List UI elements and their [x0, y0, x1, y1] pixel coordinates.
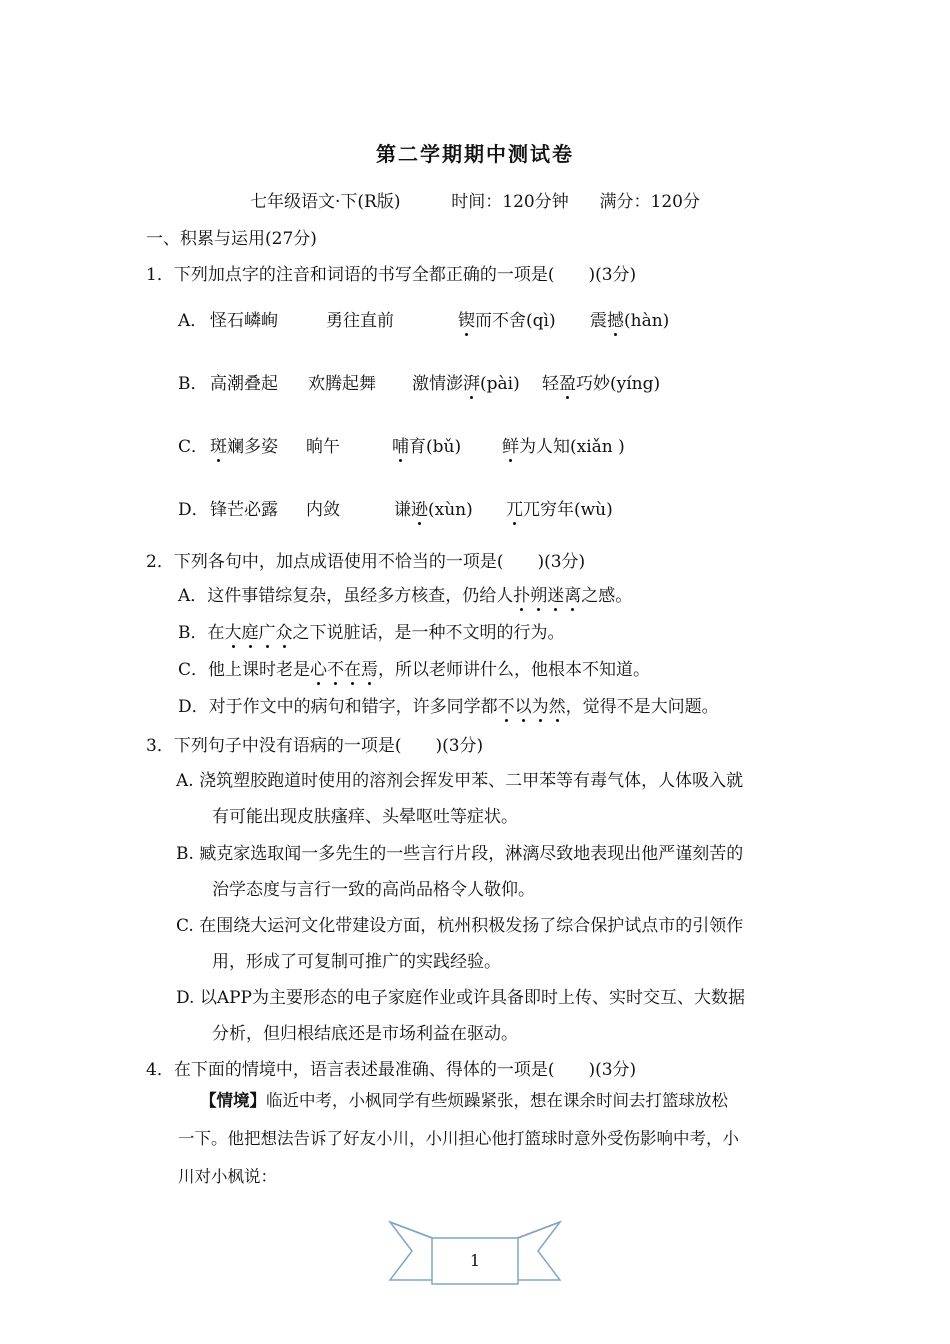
- dotted-char: 逊: [411, 495, 428, 520]
- dotted-char: 在: [344, 655, 361, 680]
- option-label: C．: [178, 660, 209, 680]
- question-3-stem: 3．下列句子中没有语病的一项是( )(3分): [146, 736, 484, 756]
- q1-option-b: [178, 369, 660, 394]
- scenario-tag: 【情境】: [200, 1092, 266, 1110]
- option-word: 高潮叠起: [210, 374, 278, 394]
- option-text: 在: [207, 623, 225, 643]
- option-text: ，所以老师讲什么，他根本不知道。: [378, 660, 651, 680]
- dotted-char: 迷: [547, 581, 564, 606]
- q2-option-c: [178, 655, 650, 680]
- dotted-char: 哺: [392, 432, 409, 457]
- dotted-char: 兀: [506, 495, 523, 520]
- q3-option-a-line1: A. 浇筑塑胶跑道时使用的溶剂会挥发甲苯、二甲苯等有毒气体，人体吸入就: [176, 771, 744, 791]
- course-label: 七年级语文·下(R版): [250, 192, 401, 212]
- dotted-char: 湃: [463, 369, 480, 394]
- dotted-idiom: [513, 586, 581, 606]
- option-word: 晌午: [306, 437, 340, 457]
- dotted-char: 心: [310, 655, 327, 680]
- option-label: A．: [178, 311, 208, 331]
- q1-option-a: [178, 306, 669, 331]
- option-text: 他上课时老是: [208, 660, 311, 680]
- option-text: 对于作文中的病句和错字，许多同学都: [208, 697, 498, 717]
- q2-option-a: [178, 581, 632, 606]
- q3-option-d-line1: D. 以APP为主要形态的电子家庭作业或许具备即时上传、实时交互、大数据: [176, 988, 745, 1008]
- option-text: ，觉得不是大问题。: [565, 697, 719, 717]
- exam-info: [0, 187, 950, 212]
- q3-option-c-line2: 用，形成了可复制可推广的实践经验。: [212, 952, 501, 972]
- option-word: 锋芒必露: [210, 500, 278, 520]
- option-word: 兀兀穷年(wù): [506, 495, 613, 520]
- dotted-idiom: [310, 660, 378, 680]
- option-label: D．: [178, 500, 209, 520]
- q1-option-d: [178, 495, 613, 520]
- option-word: 欢腾起舞: [308, 374, 376, 394]
- option-word: 鲜为人知(xiǎn ): [502, 432, 625, 457]
- scenario-text: 临近中考，小枫同学有些烦躁紧张，想在课余时间去打篮球放松: [266, 1091, 728, 1110]
- option-label: B．: [178, 623, 208, 643]
- option-text: 之下说脏话，是一种不文明的行为。: [292, 623, 565, 643]
- option-word: 怪石嶙峋: [210, 311, 278, 331]
- dotted-char: 撼: [607, 306, 624, 331]
- option-label: A．: [178, 586, 208, 606]
- option-word: 轻盈巧妙(yíng): [542, 369, 660, 394]
- option-text: 之感。: [581, 586, 633, 606]
- dotted-char: 庭: [242, 618, 259, 643]
- dotted-char: 以: [515, 692, 532, 717]
- dotted-char: 为: [532, 692, 549, 717]
- dotted-char: 朔: [530, 581, 547, 606]
- option-label: D．: [178, 697, 209, 717]
- page-title: 第二学期期中测试卷: [376, 142, 574, 166]
- scenario-line: [200, 1083, 728, 1119]
- option-word: 内敛: [306, 500, 340, 520]
- option-label: B．: [178, 374, 208, 394]
- page-number: 1: [469, 1251, 481, 1270]
- q3-option-b-line1: B. 臧克家选取闻一多先生的一些言行片段，淋漓尽致地表现出他严谨刻苦的: [176, 844, 744, 864]
- q3-option-b-line2: 治学态度与言行一致的高尚品格令人敬仰。: [212, 880, 535, 900]
- dotted-char: 离: [564, 581, 581, 606]
- dotted-char: 鲜: [502, 432, 519, 457]
- scenario-line: 一下。他把想法告诉了好友小川，小川担心他打篮球时意外受伤影响中考，小: [178, 1129, 739, 1148]
- scenario-line: 川对小枫说：: [178, 1167, 277, 1186]
- section-heading: 一、积累与运用(27分): [146, 229, 317, 249]
- dotted-char: 锲: [458, 306, 475, 331]
- question-2-stem: 2．下列各句中，加点成语使用不恰当的一项是( )(3分): [146, 552, 586, 572]
- q2-option-b: [178, 618, 565, 643]
- dotted-idiom: [498, 697, 566, 717]
- q1-option-c: [178, 432, 625, 457]
- question-4-stem: 4．在下面的情境中，语言表述最准确、得体的一项是( )(3分): [146, 1060, 637, 1080]
- dotted-char: 不: [327, 655, 344, 680]
- dotted-char: 然: [549, 692, 566, 717]
- dotted-char: 盈: [559, 369, 576, 394]
- dotted-char: 扑: [513, 581, 530, 606]
- option-word: 锲而不舍(qì): [458, 306, 590, 331]
- option-word: 哺育(bǔ): [392, 432, 502, 457]
- dotted-char: 广: [259, 618, 276, 643]
- q3-option-d-line2: 分析，但归根结底还是市场利益在驱动。: [212, 1024, 518, 1044]
- option-word: 震撼(hàn): [590, 306, 669, 331]
- question-1-stem: 1．下列加点字的注音和词语的书写全都正确的一项是( )(3分): [146, 265, 637, 285]
- dotted-char: 焉: [361, 655, 378, 680]
- q2-option-d: [178, 692, 719, 717]
- option-word: 斑斓多姿: [210, 432, 306, 457]
- dotted-char: 众: [276, 618, 293, 643]
- dotted-char: 不: [498, 692, 515, 717]
- dotted-char: 大: [225, 618, 242, 643]
- option-label: C．: [178, 437, 209, 457]
- score-label: 满分：120分: [599, 192, 700, 212]
- option-word: 勇往直前: [326, 311, 394, 331]
- q3-option-c-line1: C. 在围绕大运河文化带建设方面，杭州积极发扬了综合保护试点市的引领作: [176, 916, 744, 936]
- dotted-idiom: [225, 623, 293, 643]
- option-word: 谦逊(xùn): [394, 495, 506, 520]
- time-label: 时间：120分钟: [451, 192, 569, 212]
- option-text: 这件事错综复杂，虽经多方核查，仍给人: [207, 586, 514, 606]
- option-word: 激情澎湃(pài): [412, 369, 542, 394]
- dotted-char: 斑: [210, 432, 227, 457]
- q3-option-a-line2: 有可能出现皮肤瘙痒、头晕呕吐等症状。: [212, 807, 518, 827]
